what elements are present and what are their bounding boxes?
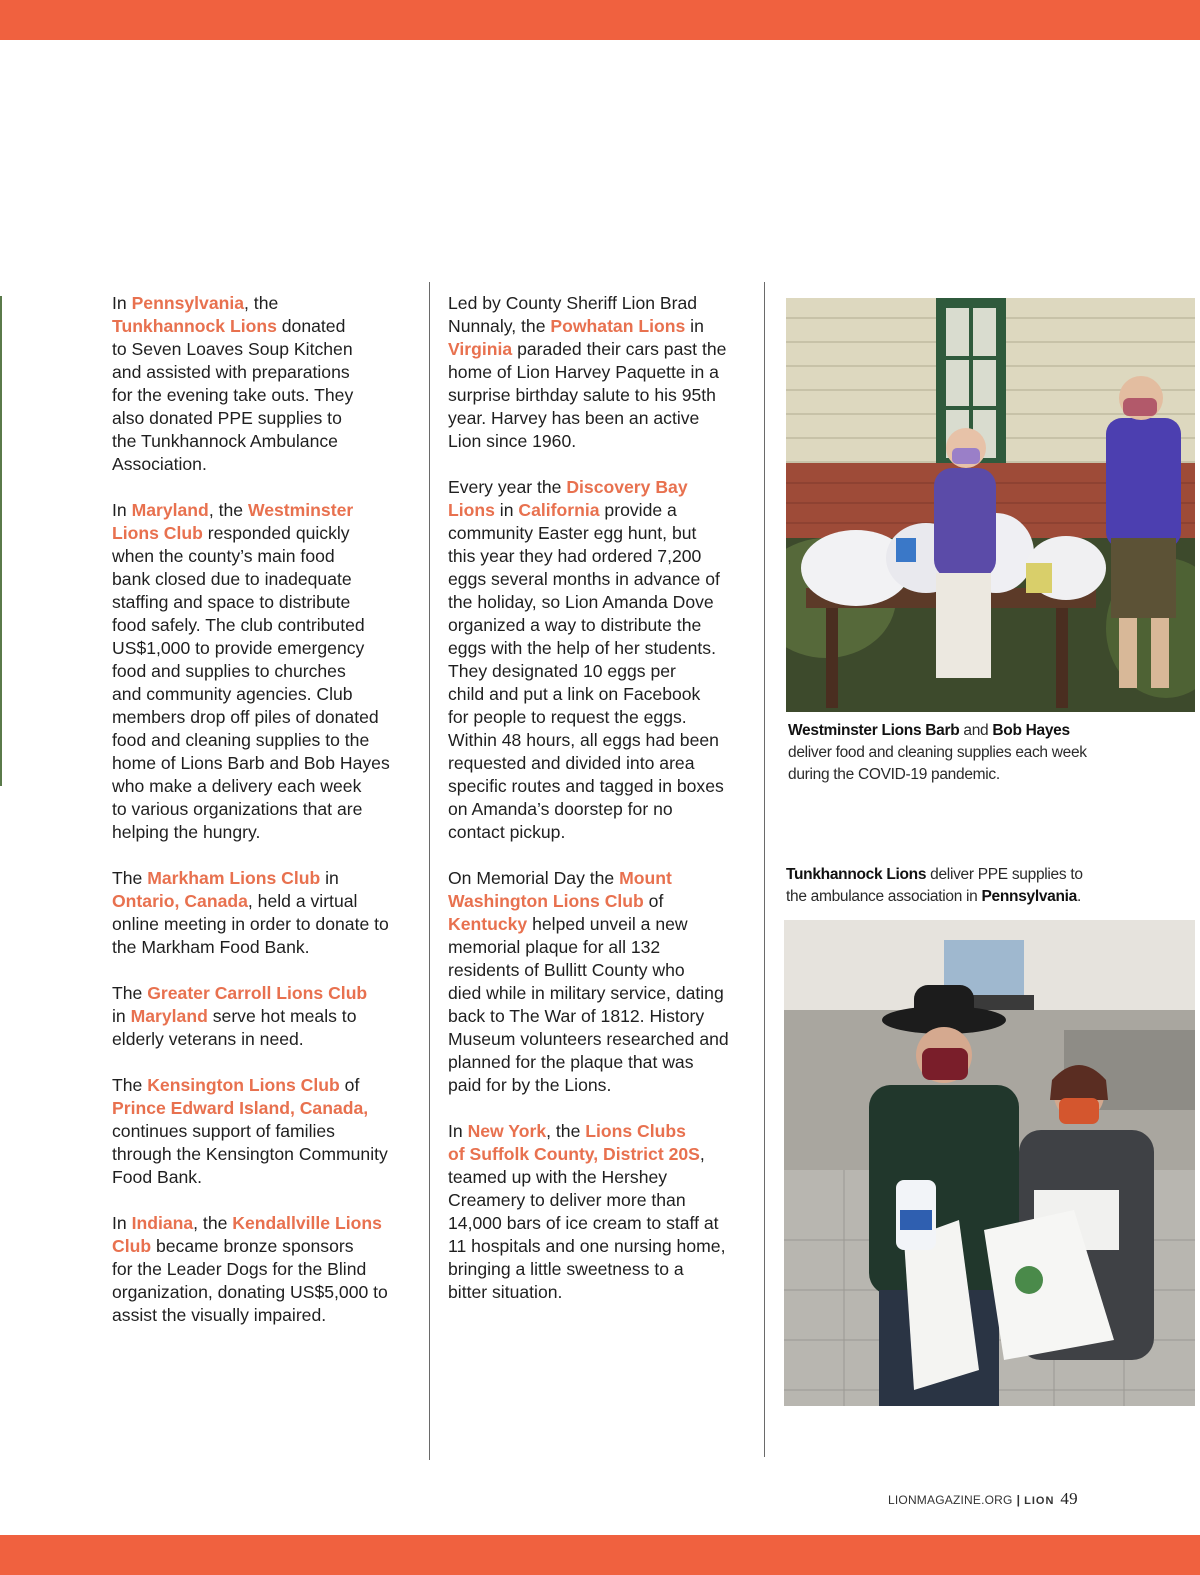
highlighted-name: Maryland bbox=[131, 500, 209, 520]
text-run: of bbox=[643, 891, 664, 911]
highlighted-name: of Suffolk County, District 20S bbox=[448, 1144, 700, 1164]
highlighted-name: Kentucky bbox=[448, 914, 528, 934]
text-run: in bbox=[494, 500, 519, 520]
highlighted-name: Powhatan Lions bbox=[550, 316, 686, 336]
text-run: The bbox=[112, 1075, 148, 1095]
text-run: provide a bbox=[599, 500, 677, 520]
highlighted-name: Lions bbox=[448, 500, 495, 520]
text-run: staffing and space to distribute bbox=[112, 592, 351, 612]
text-run: Museum volunteers researched and bbox=[448, 1029, 729, 1049]
text-run: The bbox=[112, 983, 148, 1003]
text-run: who make a delivery each week bbox=[112, 776, 362, 796]
highlighted-name: Discovery Bay bbox=[566, 477, 688, 497]
highlighted-name: California bbox=[518, 500, 600, 520]
text-run: surprise birthday salute to his 95th bbox=[448, 385, 716, 405]
highlighted-name: Westminster bbox=[247, 500, 354, 520]
photo-caption-2 bbox=[786, 864, 1126, 908]
text-run: assist the visually impaired. bbox=[112, 1305, 327, 1325]
text-run: , the bbox=[546, 1121, 586, 1141]
article-paragraph bbox=[112, 1074, 412, 1189]
text-run: this year they had ordered 7,200 bbox=[448, 546, 702, 566]
highlighted-name: Maryland bbox=[130, 1006, 208, 1026]
text-run: the ambulance association in bbox=[786, 888, 982, 905]
text-run: died while in military service, dating bbox=[448, 983, 724, 1003]
article-column-1 bbox=[112, 292, 412, 1350]
text-run: for people to request the eggs. bbox=[448, 707, 687, 727]
text-run: Lion since 1960. bbox=[448, 431, 577, 451]
text-run: helping the hungry. bbox=[112, 822, 261, 842]
highlighted-name: Prince Edward Island, Canada, bbox=[112, 1098, 369, 1118]
text-run: specific routes and tagged in boxes bbox=[448, 776, 724, 796]
text-run: when the county’s main food bbox=[112, 546, 335, 566]
text-run: on Amanda’s doorstep for no bbox=[448, 799, 673, 819]
text-run: In bbox=[112, 293, 132, 313]
highlighted-name: Club bbox=[112, 1236, 152, 1256]
text-run: and community agencies. Club bbox=[112, 684, 353, 704]
text-run: responded quickly bbox=[202, 523, 350, 543]
text-run: In bbox=[448, 1121, 468, 1141]
text-run: Creamery to deliver more than bbox=[448, 1190, 686, 1210]
text-run: for the evening take outs. They bbox=[112, 385, 354, 405]
text-run: food safely. The club contributed bbox=[112, 615, 365, 635]
left-edge-strip bbox=[0, 296, 2, 786]
text-run: to various organizations that are bbox=[112, 799, 363, 819]
text-run: the Markham Food Bank. bbox=[112, 937, 310, 957]
page-footer bbox=[888, 1489, 1078, 1509]
text-run: home of Lions Barb and Bob Hayes bbox=[112, 753, 390, 773]
text-run: child and put a link on Facebook bbox=[448, 684, 701, 704]
text-run: , the bbox=[193, 1213, 233, 1233]
text-run: They designated 10 eggs per bbox=[448, 661, 676, 681]
text-run: organization, donating US$5,000 to bbox=[112, 1282, 388, 1302]
text-run: Led by County Sheriff Lion Brad bbox=[448, 293, 698, 313]
highlighted-name: Ontario, Canada bbox=[112, 891, 248, 911]
text-run: for the Leader Dogs for the Blind bbox=[112, 1259, 367, 1279]
text-run: community Easter egg hunt, but bbox=[448, 523, 697, 543]
article-paragraph bbox=[448, 1120, 752, 1304]
text-run: became bronze sponsors bbox=[151, 1236, 354, 1256]
text-run: planned for the plaque that was bbox=[448, 1052, 694, 1072]
caption-bold: Bob Hayes bbox=[992, 722, 1070, 739]
text-run: In bbox=[112, 500, 132, 520]
highlighted-name: Virginia bbox=[448, 339, 513, 359]
text-run: in bbox=[320, 868, 339, 888]
text-run: home of Lion Harvey Paquette in a bbox=[448, 362, 719, 382]
text-run: . bbox=[1077, 888, 1082, 905]
text-run: bank closed due to inadequate bbox=[112, 569, 352, 589]
highlighted-name: New York bbox=[467, 1121, 547, 1141]
highlighted-name: Markham Lions Club bbox=[147, 868, 321, 888]
article-paragraph bbox=[448, 867, 752, 1097]
page-number: 49 bbox=[1060, 1489, 1078, 1508]
photo-caption-1 bbox=[788, 720, 1128, 786]
highlighted-name: Pennsylvania bbox=[131, 293, 245, 313]
text-run: Within 48 hours, all eggs had been bbox=[448, 730, 719, 750]
text-run: donated bbox=[276, 316, 346, 336]
text-run: In bbox=[112, 1213, 132, 1233]
text-run: On Memorial Day the bbox=[448, 868, 620, 888]
text-run: organized a way to distribute the bbox=[448, 615, 702, 635]
text-run: food and cleaning supplies to the bbox=[112, 730, 370, 750]
text-run: The bbox=[112, 868, 148, 888]
highlighted-name: Lions Club bbox=[112, 523, 203, 543]
text-run: memorial plaque for all 132 bbox=[448, 937, 661, 957]
column-divider-2 bbox=[764, 282, 765, 1457]
text-run: online meeting in order to donate to bbox=[112, 914, 389, 934]
text-run: , the bbox=[208, 500, 248, 520]
text-run: requested and divided into area bbox=[448, 753, 695, 773]
text-run: 11 hospitals and one nursing home, bbox=[448, 1236, 726, 1256]
text-run: eggs several months in advance of bbox=[448, 569, 720, 589]
text-run: bringing a little sweetness to a bbox=[448, 1259, 684, 1279]
text-run: teamed up with the Hershey bbox=[448, 1167, 668, 1187]
photo-tunkhannock-lions bbox=[784, 920, 1195, 1406]
highlighted-name: Kensington Lions Club bbox=[147, 1075, 340, 1095]
text-run: to Seven Loaves Soup Kitchen bbox=[112, 339, 353, 359]
text-run: eggs with the help of her students. bbox=[448, 638, 716, 658]
text-run: US$1,000 to provide emergency bbox=[112, 638, 365, 658]
highlighted-name: Greater Carroll Lions Club bbox=[147, 983, 368, 1003]
text-run: deliver food and cleaning supplies each week bbox=[788, 744, 1087, 761]
text-run: Food Bank. bbox=[112, 1167, 202, 1187]
article-paragraph bbox=[112, 292, 412, 476]
text-run: helped unveil a new bbox=[527, 914, 688, 934]
highlighted-name: Tunkhannock Lions bbox=[112, 316, 277, 336]
caption-bold: Pennsylvania bbox=[981, 888, 1077, 905]
article-paragraph bbox=[448, 292, 752, 453]
text-run: 14,000 bars of ice cream to staff at bbox=[448, 1213, 719, 1233]
article-paragraph bbox=[112, 867, 412, 959]
text-run: in bbox=[112, 1006, 131, 1026]
highlighted-name: Washington Lions Club bbox=[448, 891, 644, 911]
text-run: the holiday, so Lion Amanda Dove bbox=[448, 592, 714, 612]
text-run: Every year the bbox=[448, 477, 567, 497]
text-run: during the COVID-19 pandemic. bbox=[788, 766, 1000, 783]
highlighted-name: Mount bbox=[619, 868, 672, 888]
text-run: and bbox=[959, 722, 993, 739]
highlighted-name: Indiana bbox=[131, 1213, 194, 1233]
article-paragraph bbox=[112, 982, 412, 1051]
article-paragraph bbox=[448, 476, 752, 844]
text-run: the Tunkhannock Ambulance bbox=[112, 431, 338, 451]
text-run: residents of Bullitt County who bbox=[448, 960, 685, 980]
text-run: and assisted with preparations bbox=[112, 362, 350, 382]
text-run: year. Harvey has been an active bbox=[448, 408, 700, 428]
text-run: through the Kensington Community bbox=[112, 1144, 388, 1164]
text-run: continues support of families bbox=[112, 1121, 335, 1141]
bottom-accent-bar bbox=[0, 1535, 1200, 1575]
highlighted-name: Kendallville Lions bbox=[232, 1213, 382, 1233]
text-run: contact pickup. bbox=[448, 822, 566, 842]
text-run: Association. bbox=[112, 454, 207, 474]
text-run: also donated PPE supplies to bbox=[112, 408, 342, 428]
text-run: food and supplies to churches bbox=[112, 661, 346, 681]
text-run: , the bbox=[244, 293, 279, 313]
caption-bold: Westminster Lions Barb bbox=[788, 722, 960, 739]
text-run: members drop off piles of donated bbox=[112, 707, 379, 727]
article-column-2 bbox=[448, 292, 752, 1327]
text-run: serve hot meals to bbox=[207, 1006, 357, 1026]
footer-magazine: LION bbox=[1024, 1495, 1055, 1507]
text-run: paraded their cars past the bbox=[512, 339, 727, 359]
text-run: back to The War of 1812. History bbox=[448, 1006, 705, 1026]
footer-site: LIONMAGAZINE.ORG bbox=[888, 1493, 1013, 1507]
text-run: , held a virtual bbox=[247, 891, 358, 911]
text-run: deliver PPE supplies to bbox=[926, 866, 1083, 883]
text-run: paid for by the Lions. bbox=[448, 1075, 612, 1095]
text-run: in bbox=[685, 316, 704, 336]
text-run: , bbox=[699, 1144, 705, 1164]
caption-bold: Tunkhannock Lions bbox=[786, 866, 927, 883]
column-divider-1 bbox=[429, 282, 430, 1460]
text-run: bitter situation. bbox=[448, 1282, 563, 1302]
article-paragraph bbox=[112, 1212, 412, 1327]
article-paragraph bbox=[112, 499, 412, 844]
text-run: Nunnaly, the bbox=[448, 316, 551, 336]
text-run: elderly veterans in need. bbox=[112, 1029, 304, 1049]
highlighted-name: Lions Clubs bbox=[585, 1121, 686, 1141]
photo-westminster-lions bbox=[786, 298, 1195, 712]
text-run: of bbox=[339, 1075, 360, 1095]
top-accent-bar bbox=[0, 0, 1200, 40]
footer-separator: | bbox=[1016, 1493, 1021, 1507]
